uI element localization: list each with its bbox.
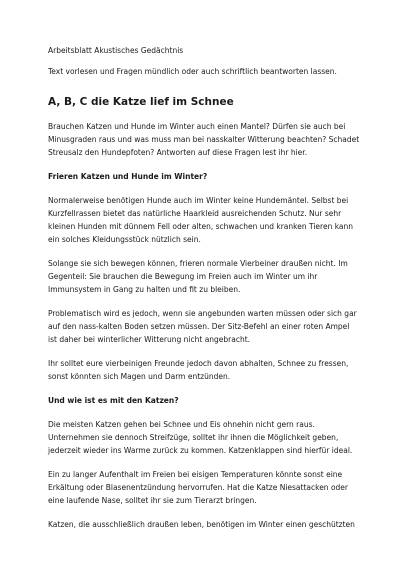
worksheet-title: Arbeitsblatt Akustisches Gedächtnis — [48, 46, 184, 55]
article-intro: Brauchen Katzen und Hunde im Winter auch einen Mantel? Dürfen sie auch bei Minusgraden raus und was muss man bei nasskalter Witterung beachten? Schadet Streusalz den Hundepfoten? Antworten auf diese Fragen lest ihr hier. — [48, 122, 360, 157]
worksheet-instruction: Text vorlesen und Fragen mündlich oder auch schriftlich beantworten lassen. — [48, 67, 337, 76]
section2-paragraph-3: Katzen, die ausschließlich draußen leben, benötigen im Winter einen geschützten — [48, 520, 355, 529]
section-heading-cats: Und wie ist es mit den Katzen? — [48, 396, 179, 405]
document-content — [48, 44, 360, 542]
article-title: A, B, C die Katze lief im Schnee — [48, 96, 234, 108]
section1-paragraph-3: Problematisch wird es jedoch, wenn sie angebunden warten müssen oder sich gar auf den nass-kalten Boden setzen müssen. Der Sitz-Befehl an einer roten Ampel ist daher bei winterlicher Witterung nicht angebracht. — [48, 309, 357, 344]
section2-paragraph-1: Die meisten Katzen gehen bei Schnee und Eis ohnehin nicht gern raus. Unternehmen sie dennoch Streifzüge, solltet ihr ihnen die Möglichkeit geben, jederzeit wieder ins Warme zurück zu kommen. Katzenklappen sind hierfür ideal. — [48, 420, 353, 455]
section2-paragraph-2: Ein zu langer Aufenthalt im Freien bei eisigen Temperaturen könnte sonst eine Erkältung oder Blasenentzündung hervorrufen. Hat die Katze Niesattacken oder eine laufende Nase, solltet ihr sie zum Tierarzt bringen. — [48, 470, 348, 505]
section1-paragraph-1: Normalerweise benötigen Hunde auch im Winter keine Hundemäntel. Selbst bei Kurzfellrassen bietet das natürliche Haarkleid ausreichenden Schutz. Nur sehr kleinen Hunden mit dünnem Fell oder alten, schwachen und kranken Tieren kann ein solches Kleidungsstück nützlich sein. — [48, 196, 354, 244]
section-heading-dogs: Frieren Katzen und Hunde im Winter? — [48, 172, 208, 181]
section1-paragraph-4: Ihr solltet eure vierbeinigen Freunde jedoch davon abhalten, Schnee zu fressen, sonst könnten sich Magen und Darm entzünden. — [48, 359, 349, 381]
section1-paragraph-2: Solange sie sich bewegen können, frieren normale Vierbeiner draußen nicht. Im Gegenteil: Sie brauchen die Bewegung im Freien auch im Winter um ihr Immunsystem in Gang zu halten und fit zu bleiben. — [48, 259, 348, 294]
